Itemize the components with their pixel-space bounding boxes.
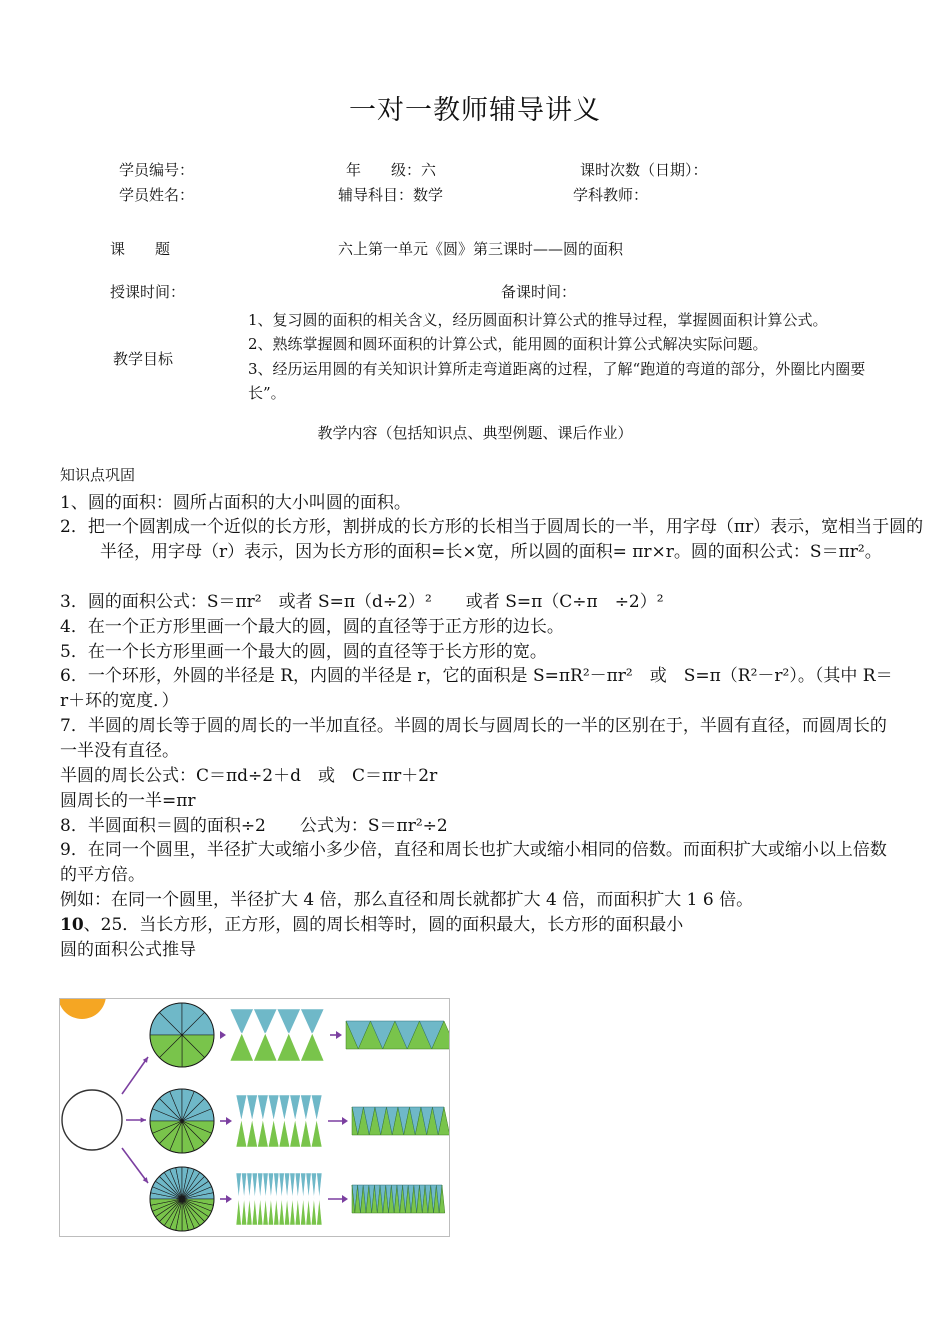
teal-sector [263,1173,268,1199]
green-sector [311,1197,316,1225]
point-2: 2．把一个圆割成一个近似的长方形，割拼成的长方形的长相当于圆周长的一半，用字母（πr）表示，宽相当于圆的半径，用字母（r）表示，因为长方形的面积=长×宽，所以圆的面积= πr×r。圆的面积公式：S＝πr²。 [60,517,924,562]
teal-sector [236,1173,241,1199]
goal-item: 2、熟练掌握圆和圆环面积的计算公式，能用圆的面积计算公式解决实际问题。 [248,335,768,353]
arrow-line [122,1148,148,1183]
teach-time-label: 授课时间： [110,283,186,301]
green-sector [301,1197,306,1225]
green-sector [252,1197,257,1225]
teal-sector [279,1173,284,1199]
point-9: 9．在同一个圆里，半径扩大或缩小多少倍，直径和周长也扩大或缩小相同的倍数。而面积扩大或缩小以上倍数的平方倍。 [60,840,887,885]
green-sector [236,1119,247,1147]
teal-sector [311,1095,322,1121]
derivation-heading: 圆的面积公式推导 [60,940,196,960]
sector-circles [150,1003,214,1231]
student-name-label: 学员姓名： [119,186,195,204]
session-date-label: 课时次数（日期）： [580,161,708,179]
point-5: 5．在一个长方形里画一个最大的圆，圆的直径等于长方形的宽。 [60,642,547,662]
grade-label: 年 级：六 [346,161,437,179]
point-3: 3．圆的面积公式：S＝πr² 或者 S=π（d÷2）² 或者 S=π（C÷π ÷2）² [60,592,664,612]
point-10-number: 10 [60,915,84,935]
point-7-half-circumference: 圆周长的一半=πr [60,791,196,811]
teal-sector [295,1173,300,1199]
green-sector [290,1119,301,1147]
subject-label: 辅导科目：数学 [338,186,444,204]
area-derivation-illustration [60,999,450,1237]
teal-sector [317,1173,322,1199]
green-sector [279,1119,290,1147]
teal-sector [247,1095,258,1121]
green-sector [284,1197,289,1225]
teal-sector [241,1173,246,1199]
content-heading: 教学内容（包括知识点、典型例题、课后作业） [317,424,633,442]
arrow-head [226,1117,232,1125]
approximate-rectangles [346,1021,450,1213]
green-sector [241,1197,246,1225]
prep-time-label: 备课时间： [501,283,577,301]
arrow-head [226,1195,232,1203]
teal-sector [306,1173,311,1199]
point-9-example: 例如：在同一个圆里，半径扩大 4 倍，那么直径和周长就都扩大 4 倍，而面积扩大 1 6 倍。 [60,890,754,910]
goal-item: 3、经历运用圆的有关知识计算所走弯道距离的过程，了解“跑道的弯道的部分，外圈比内圈要长”。 [248,360,866,402]
green-sector [279,1197,284,1225]
green-sector [301,1033,325,1061]
point-10-text: 、25．当长方形，正方形，圆的周长相等时，圆的面积最大，长方形的面积最小 [83,915,684,935]
goals-label: 教学目标 [113,350,174,368]
green-sector [236,1197,241,1225]
teal-sector [230,1009,254,1035]
green-sector [317,1197,322,1225]
teal-sector [247,1173,252,1199]
green-sector [268,1197,273,1225]
green-sector [254,1033,278,1061]
teacher-label: 学科教师： [573,186,649,204]
green-sector [247,1119,258,1147]
point-1: 1、圆的面积：圆所占面积的大小叫圆的面积。 [60,493,411,513]
sector-strips [230,1009,324,1225]
teal-sector [268,1095,279,1121]
green-sector [258,1197,263,1225]
green-sector [268,1119,279,1147]
point-4: 4．在一个正方形里画一个最大的圆，圆的直径等于正方形的边长。 [60,617,564,637]
point-8: 8．半圆面积＝圆的面积÷2 公式为：S＝πr²÷2 [60,816,448,836]
green-sector [263,1197,268,1225]
area-derivation-figure [59,998,450,1237]
teal-sector [254,1009,278,1035]
teal-sector [301,1095,312,1121]
topic-label: 课 题 [110,240,171,258]
arrow-head [141,1117,146,1122]
teal-sector [290,1095,301,1121]
teal-sector [301,1173,306,1199]
point-7: 7．半圆的周长等于圆的周长的一半加直径。半圆的周长与圆周长的一半的区别在于，半圆有直径，而圆周长的一半没有直径。 [60,716,887,761]
source-circle [62,1090,122,1150]
arrow-head [220,1031,226,1039]
arrow-head [342,1195,348,1203]
teal-sector [252,1173,257,1199]
teal-sector [290,1173,295,1199]
green-sector [230,1033,254,1061]
green-sector [306,1197,311,1225]
green-sector [274,1197,279,1225]
arrow-head [336,1031,342,1039]
student-number-label: 学员编号： [119,161,195,179]
green-sector [295,1197,300,1225]
teal-sector [258,1173,263,1199]
teal-sector [277,1009,301,1035]
teal-sector [258,1095,269,1121]
green-sector [258,1119,269,1147]
sun-decoration [60,999,106,1019]
green-sector [290,1197,295,1225]
point-10 [60,913,898,938]
teal-sector [279,1095,290,1121]
document-title: 一对一教师辅导讲义 [349,95,601,126]
point-6: 6．一个环形，外圆的半径是 R，内圆的半径是 r，它的面积是 S=πR²－πr² 或 S=π（R²－r²）。（其中 R＝r＋环的宽度．） [60,666,893,711]
green-sector [301,1119,312,1147]
arrow-line [122,1057,148,1094]
green-sector [311,1119,322,1147]
goal-item: 1、复习圆的面积的相关含义，经历圆面积计算公式的推导过程，掌握圆面积计算公式。 [248,311,828,329]
teal-sector [274,1173,279,1199]
topic-value: 六上第一单元《圆》第三课时——圆的面积 [338,240,624,258]
teal-sector [301,1009,325,1035]
point-7-formula: 半圆的周长公式：C＝πd÷2＋d 或 C＝πr＋2r [60,766,438,786]
green-sector [277,1033,301,1061]
arrow-head [342,1117,348,1125]
green-sector [247,1197,252,1225]
section-title: 知识点巩固 [60,466,136,484]
teal-sector [284,1173,289,1199]
teal-sector [268,1173,273,1199]
teal-sector [311,1173,316,1199]
teal-sector [236,1095,247,1121]
